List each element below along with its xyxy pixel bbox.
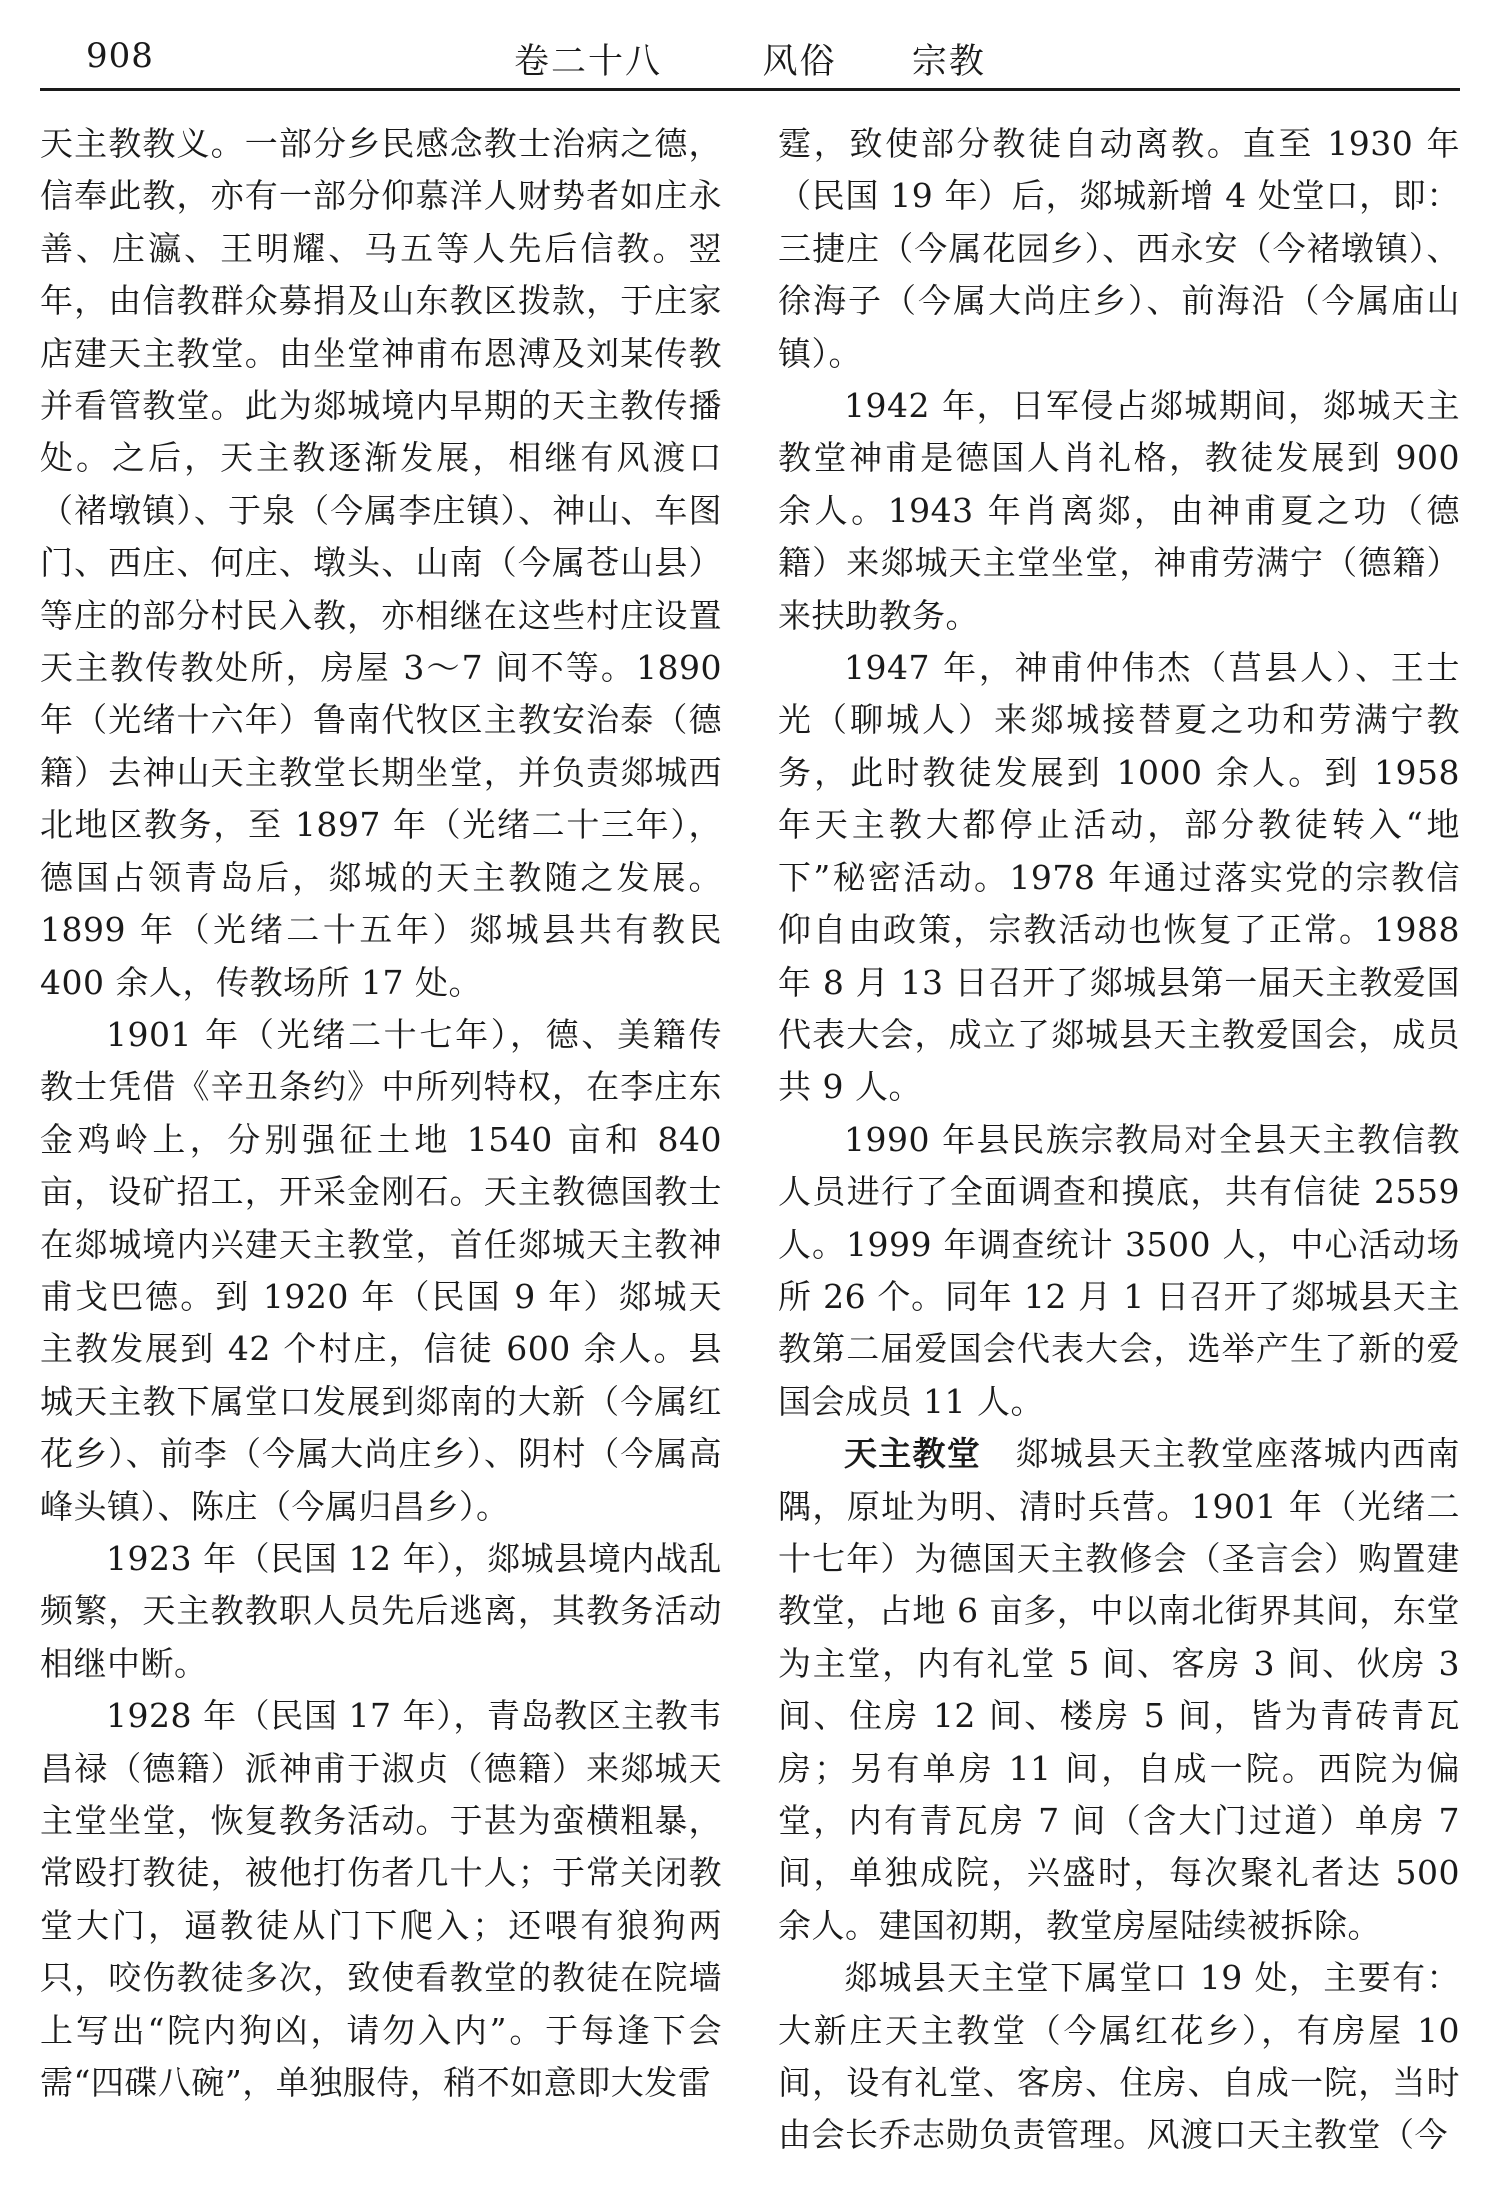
paragraph-continued: 天主教教义。一部分乡民感念教士治病之德，信奉此教，亦有一部分仰慕洋人财势者如庄永善、庄瀛、王明耀、马五等人先后信教。翌年，由信教群众募捐及山东教区拨款，于庄家店建天主教堂。由坐堂神甫布恩溥及刘某传教并看管教堂。此为郯城境内早期的天主教传播处。之后，天主教逐渐发展，相继有风渡口（褚墩镇）、于泉（今属李庄镇）、神山、车图门、西庄、何庄、墩头、山南（今属苍山县）等庄的部分村民入教，亦相继在这些村庄设置天主教传教处所，房屋 3～7 间不等。1890 年（光绪十六年）鲁南代牧区主教安治泰（德籍）去神山天主教堂长期坐堂，并负责郯城西北地区教务，至 1897 年（光绪二十三年），德国占领青岛后，郯城的天主教随之发展。1899 年（光绪二十五年）郯城县共有教民 400 余人，传教场所 17 处。 bbox=[40, 124, 722, 1002]
paragraph-continued-right: 霆，致使部分教徒自动离教。直至 1930 年（民国 19 年）后，郯城新增 4 处堂口，即：三捷庄（今属花园乡）、西永安（今褚墩镇）、徐海子（今属大尚庄乡）、前海沿（今属庙山镇）。 bbox=[778, 124, 1460, 373]
paragraph-1942: 1942 年，日军侵占郯城期间，郯城天主教堂神甫是德国人肖礼格，教徒发展到 900 余人。1943 年肖离郯，由神甫夏之功（德籍）来郯城天主堂坐堂，神甫劳满宁（德籍）来扶助教务。 bbox=[778, 386, 1460, 635]
section-term: 天主教堂 bbox=[844, 1434, 982, 1474]
paragraph-subordinate-churches: 郯城县天主堂下属堂口 19 处，主要有：大新庄天主教堂（今属红花乡），有房屋 10 间，设有礼堂、客房、住房、自成一院，当时由会长乔志勋负责管理。风渡口天主教堂（今 bbox=[778, 1958, 1460, 2155]
page-header bbox=[40, 28, 1460, 90]
right-column bbox=[778, 118, 1460, 2162]
header-rule bbox=[40, 88, 1460, 91]
running-title: 卷二十八 风俗 宗教 bbox=[514, 42, 986, 82]
section-body: 郯城县天主教堂座落城内西南隅，原址为明、清时兵营。1901 年（光绪二十七年）为德国天主教修会（圣言会）购置建教堂，占地 6 亩多，中以南北街界其间，东堂为主堂，内有礼堂 5 间、客房 3 间、伙房 3 间、住房 12 间、楼房 5 间，皆为青砖青瓦房；另有单房 11 间，自成一院。西院为偏堂，内有青瓦房 7 间（含大门过道）单房 7 间，单独成院，兴盛时，每次聚礼者达 500 余人。建国初期，教堂房屋陆续被拆除。 bbox=[778, 1434, 1461, 1945]
section-term-gap bbox=[981, 1434, 1015, 1473]
paragraph-cathedral bbox=[778, 1428, 1460, 1952]
paragraph-1990: 1990 年县民族宗教局对全县天主教信教人员进行了全面调查和摸底，共有信徒 2559 人。1999 年调查统计 3500 人，中心活动场所 26 个。同年 12 月 1 日召开了郯城县天主教第二届爱国会代表大会，选举产生了新的爱国会成员 11 人。 bbox=[778, 1119, 1460, 1421]
paragraph-1928: 1928 年（民国 17 年），青岛教区主教韦昌禄（德籍）派神甫于淑贞（德籍）来郯城天主堂坐堂，恢复教务活动。于甚为蛮横粗暴，常殴打教徒，被他打伤者几十人；于常关闭教堂大门，逼教徒从门下爬入；还喂有狼狗两只，咬伤教徒多次，致使看教堂的教徒在院墙上写出“院内狗凶，请勿入内”。于每逢下会需“四碟八碗”，单独服侍，稍不如意即大发雷 bbox=[40, 1696, 722, 2103]
left-column bbox=[40, 118, 722, 2109]
page-number: 908 bbox=[86, 36, 154, 76]
paragraph-1947: 1947 年，神甫仲伟杰（莒县人）、王士光（聊城人）来郯城接替夏之功和劳满宁教务，此时教徒发展到 1000 余人。到 1958 年天主教大都停止活动，部分教徒转入“地下”秘密活动。1978 年通过落实党的宗教信仰自由政策，宗教活动也恢复了正常。1988 年 8 月 13 日召开了郯城县第一届天主教爱国代表大会，成立了郯城县天主教爱国会，成员共 9 人。 bbox=[778, 648, 1460, 1107]
paragraph-1901: 1901 年（光绪二十七年），德、美籍传教士凭借《辛丑条约》中所列特权，在李庄东金鸡岭上，分别强征土地 1540 亩和 840 亩，设矿招工，开采金刚石。天主教德国教士在郯城境内兴建天主教堂，首任郯城天主教神甫戈巴德。到 1920 年（民国 9 年）郯城天主教发展到 42 个村庄，信徒 600 余人。县城天主教下属堂口发展到郯南的大新（今属红花乡）、前李（今属大尚庄乡）、阴村（今属高峰头镇）、陈庄（今属归昌乡）。 bbox=[40, 1014, 722, 1526]
paragraph-1923: 1923 年（民国 12 年），郯城县境内战乱频繁，天主教教职人员先后逃离，其教务活动相继中断。 bbox=[40, 1538, 722, 1683]
